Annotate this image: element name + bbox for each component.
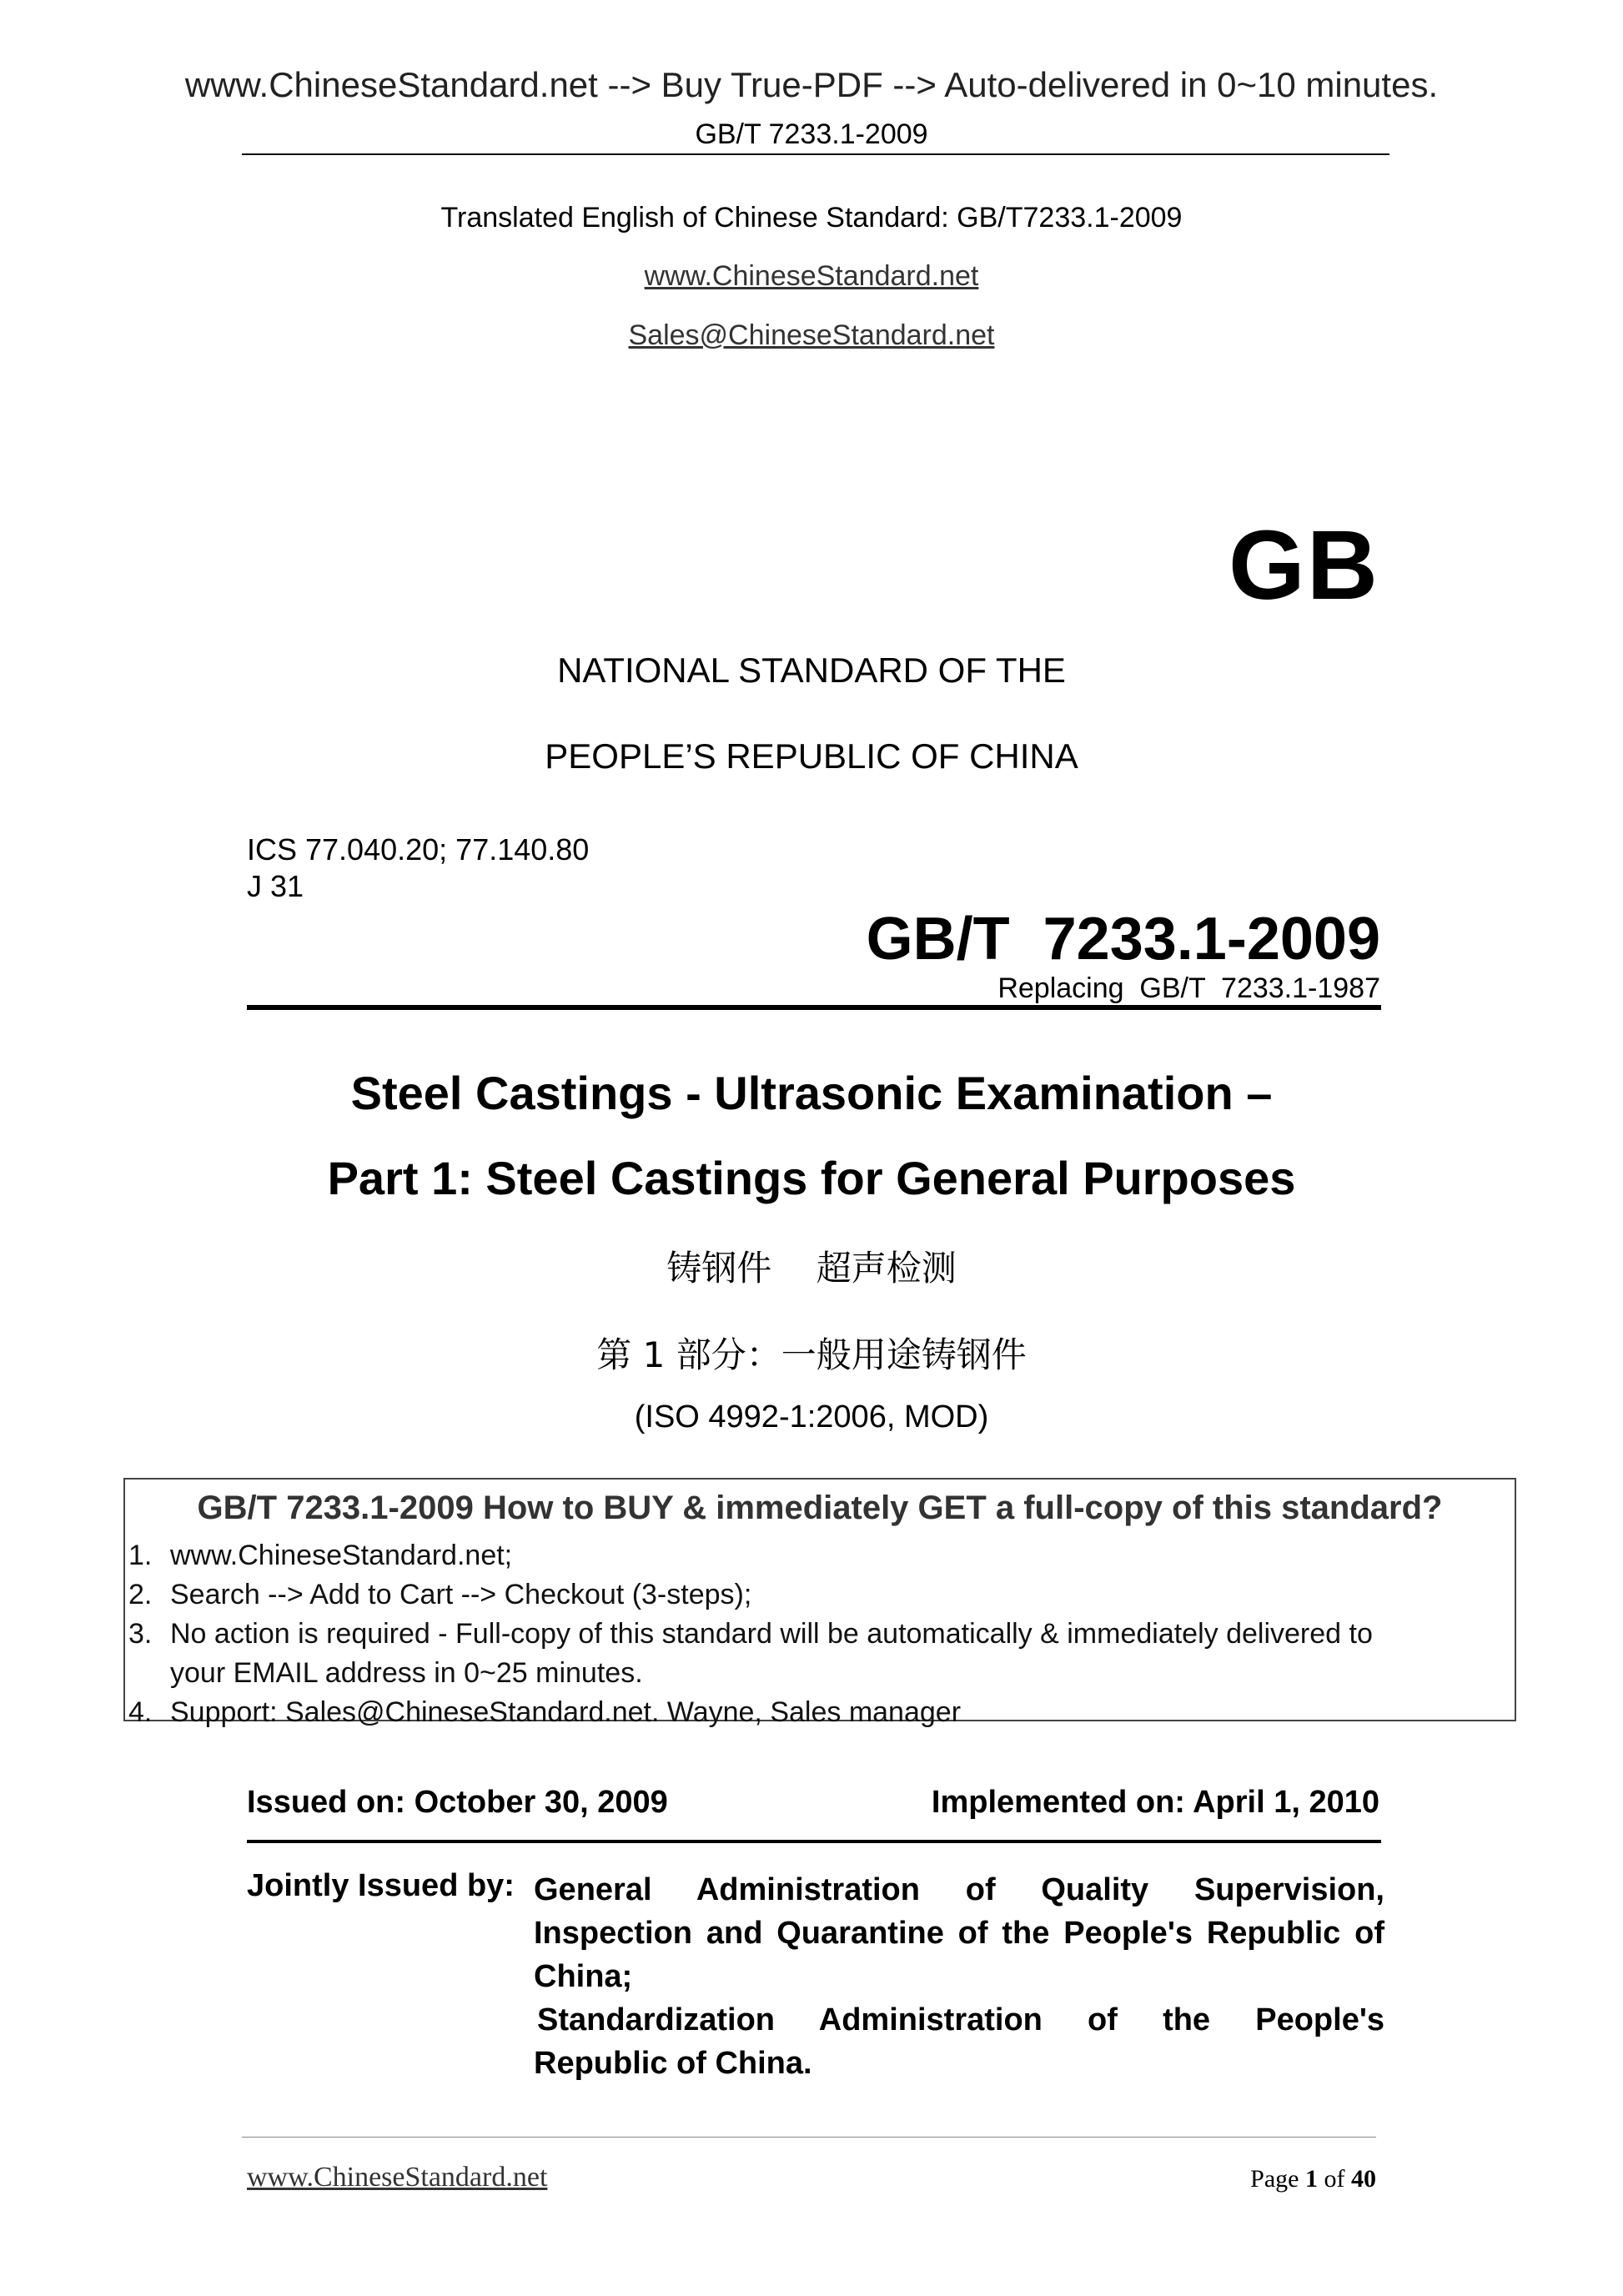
standard-number: GB/T 7233.1-2009 bbox=[866, 906, 1380, 972]
footer-divider bbox=[242, 2137, 1376, 2138]
step-text: No action is required - Full-copy of this standard will be automatically & immediately delivered to bbox=[170, 1618, 1373, 1650]
top-banner: www.ChineseStandard.net --> Buy True-PDF --> Auto-delivered in 0~10 minutes. bbox=[184, 65, 1439, 104]
gb-mark: GB bbox=[1229, 510, 1379, 620]
page-of: of bbox=[1324, 2165, 1345, 2193]
issued-date: Issued on: October 30, 2009 bbox=[247, 1785, 668, 1820]
issuer-line: Inspection and Quarantine of the People's Republic of bbox=[534, 1916, 1384, 1951]
header-standard-code: GB/T 7233.1-2009 bbox=[695, 118, 928, 150]
sales-email-row bbox=[0, 319, 1623, 352]
step-number: 3. bbox=[128, 1618, 153, 1650]
title-divider bbox=[247, 1005, 1381, 1010]
step-number: 4. bbox=[128, 1696, 153, 1728]
ccs-code: J 31 bbox=[247, 869, 304, 903]
step-text: www.ChineseStandard.net; bbox=[170, 1540, 513, 1571]
title-line-1: Steel Castings - Ultrasonic Examination – bbox=[350, 1067, 1273, 1119]
step-number: 2. bbox=[128, 1579, 153, 1610]
translated-note: Translated English of Chinese Standard: GB/T7233.1-2009 bbox=[440, 202, 1183, 234]
step-text: your EMAIL address in 0~25 minutes. bbox=[170, 1657, 643, 1689]
footer-site-link[interactable]: www.ChineseStandard.net bbox=[247, 2162, 548, 2193]
implemented-date: Implemented on: April 1, 2010 bbox=[931, 1785, 1379, 1820]
buy-step bbox=[128, 1693, 1373, 1732]
chinese-title-line-2: 第 1 部分：一般用途铸钢件 bbox=[596, 1334, 1027, 1375]
issuer-line: China; bbox=[534, 1959, 633, 1994]
issuer-line: General Administration of Quality Supervision, bbox=[534, 1872, 1384, 1907]
site-link-row bbox=[0, 260, 1623, 293]
step-text: Support: Sales@ChineseStandard.net. Wayne, Sales manager bbox=[170, 1696, 962, 1728]
page-label: Page bbox=[1250, 2165, 1299, 2193]
step-number: 1. bbox=[128, 1540, 153, 1571]
site-link[interactable]: www.ChineseStandard.net bbox=[644, 260, 979, 292]
step-text: Search --> Add to Cart --> Checkout (3-steps); bbox=[170, 1579, 752, 1610]
buy-step bbox=[128, 1575, 1373, 1615]
issuer-line: Standardization Administration of the People's bbox=[537, 2002, 1384, 2037]
page-indicator bbox=[1250, 2165, 1376, 2193]
issuer-line: Republic of China. bbox=[534, 2046, 812, 2081]
buy-step bbox=[128, 1615, 1373, 1654]
buy-box-title: GB/T 7233.1-2009 How to BUY & immediately GET a full-copy of this standard? bbox=[197, 1490, 1443, 1526]
buy-step-continuation bbox=[128, 1654, 1373, 1693]
replacing-note: Replacing GB/T 7233.1-1987 bbox=[997, 972, 1380, 1004]
title-line-2: Part 1: Steel Castings for General Purposes bbox=[327, 1152, 1296, 1204]
national-standard-line-1: NATIONAL STANDARD OF THE bbox=[557, 651, 1066, 690]
buy-steps-list bbox=[128, 1536, 1373, 1732]
chinese-title-line-1: 铸钢件 超声检测 bbox=[666, 1248, 957, 1289]
header-divider bbox=[242, 153, 1389, 155]
sales-email-link[interactable]: Sales@ChineseStandard.net bbox=[628, 319, 995, 351]
page-number: 1 bbox=[1305, 2165, 1318, 2193]
iso-reference: (ISO 4992-1:2006, MOD) bbox=[634, 1399, 989, 1434]
national-standard-line-2: PEOPLE’S REPUBLIC OF CHINA bbox=[545, 736, 1078, 776]
issuer-list bbox=[534, 1868, 1384, 2085]
ics-code: ICS 77.040.20; 77.140.80 bbox=[247, 832, 590, 867]
buy-step bbox=[128, 1536, 1373, 1575]
jointly-issued-label: Jointly Issued by: bbox=[247, 1868, 515, 1903]
page-total: 40 bbox=[1351, 2165, 1376, 2193]
date-divider bbox=[247, 1840, 1381, 1843]
buy-info-box bbox=[123, 1478, 1516, 1728]
